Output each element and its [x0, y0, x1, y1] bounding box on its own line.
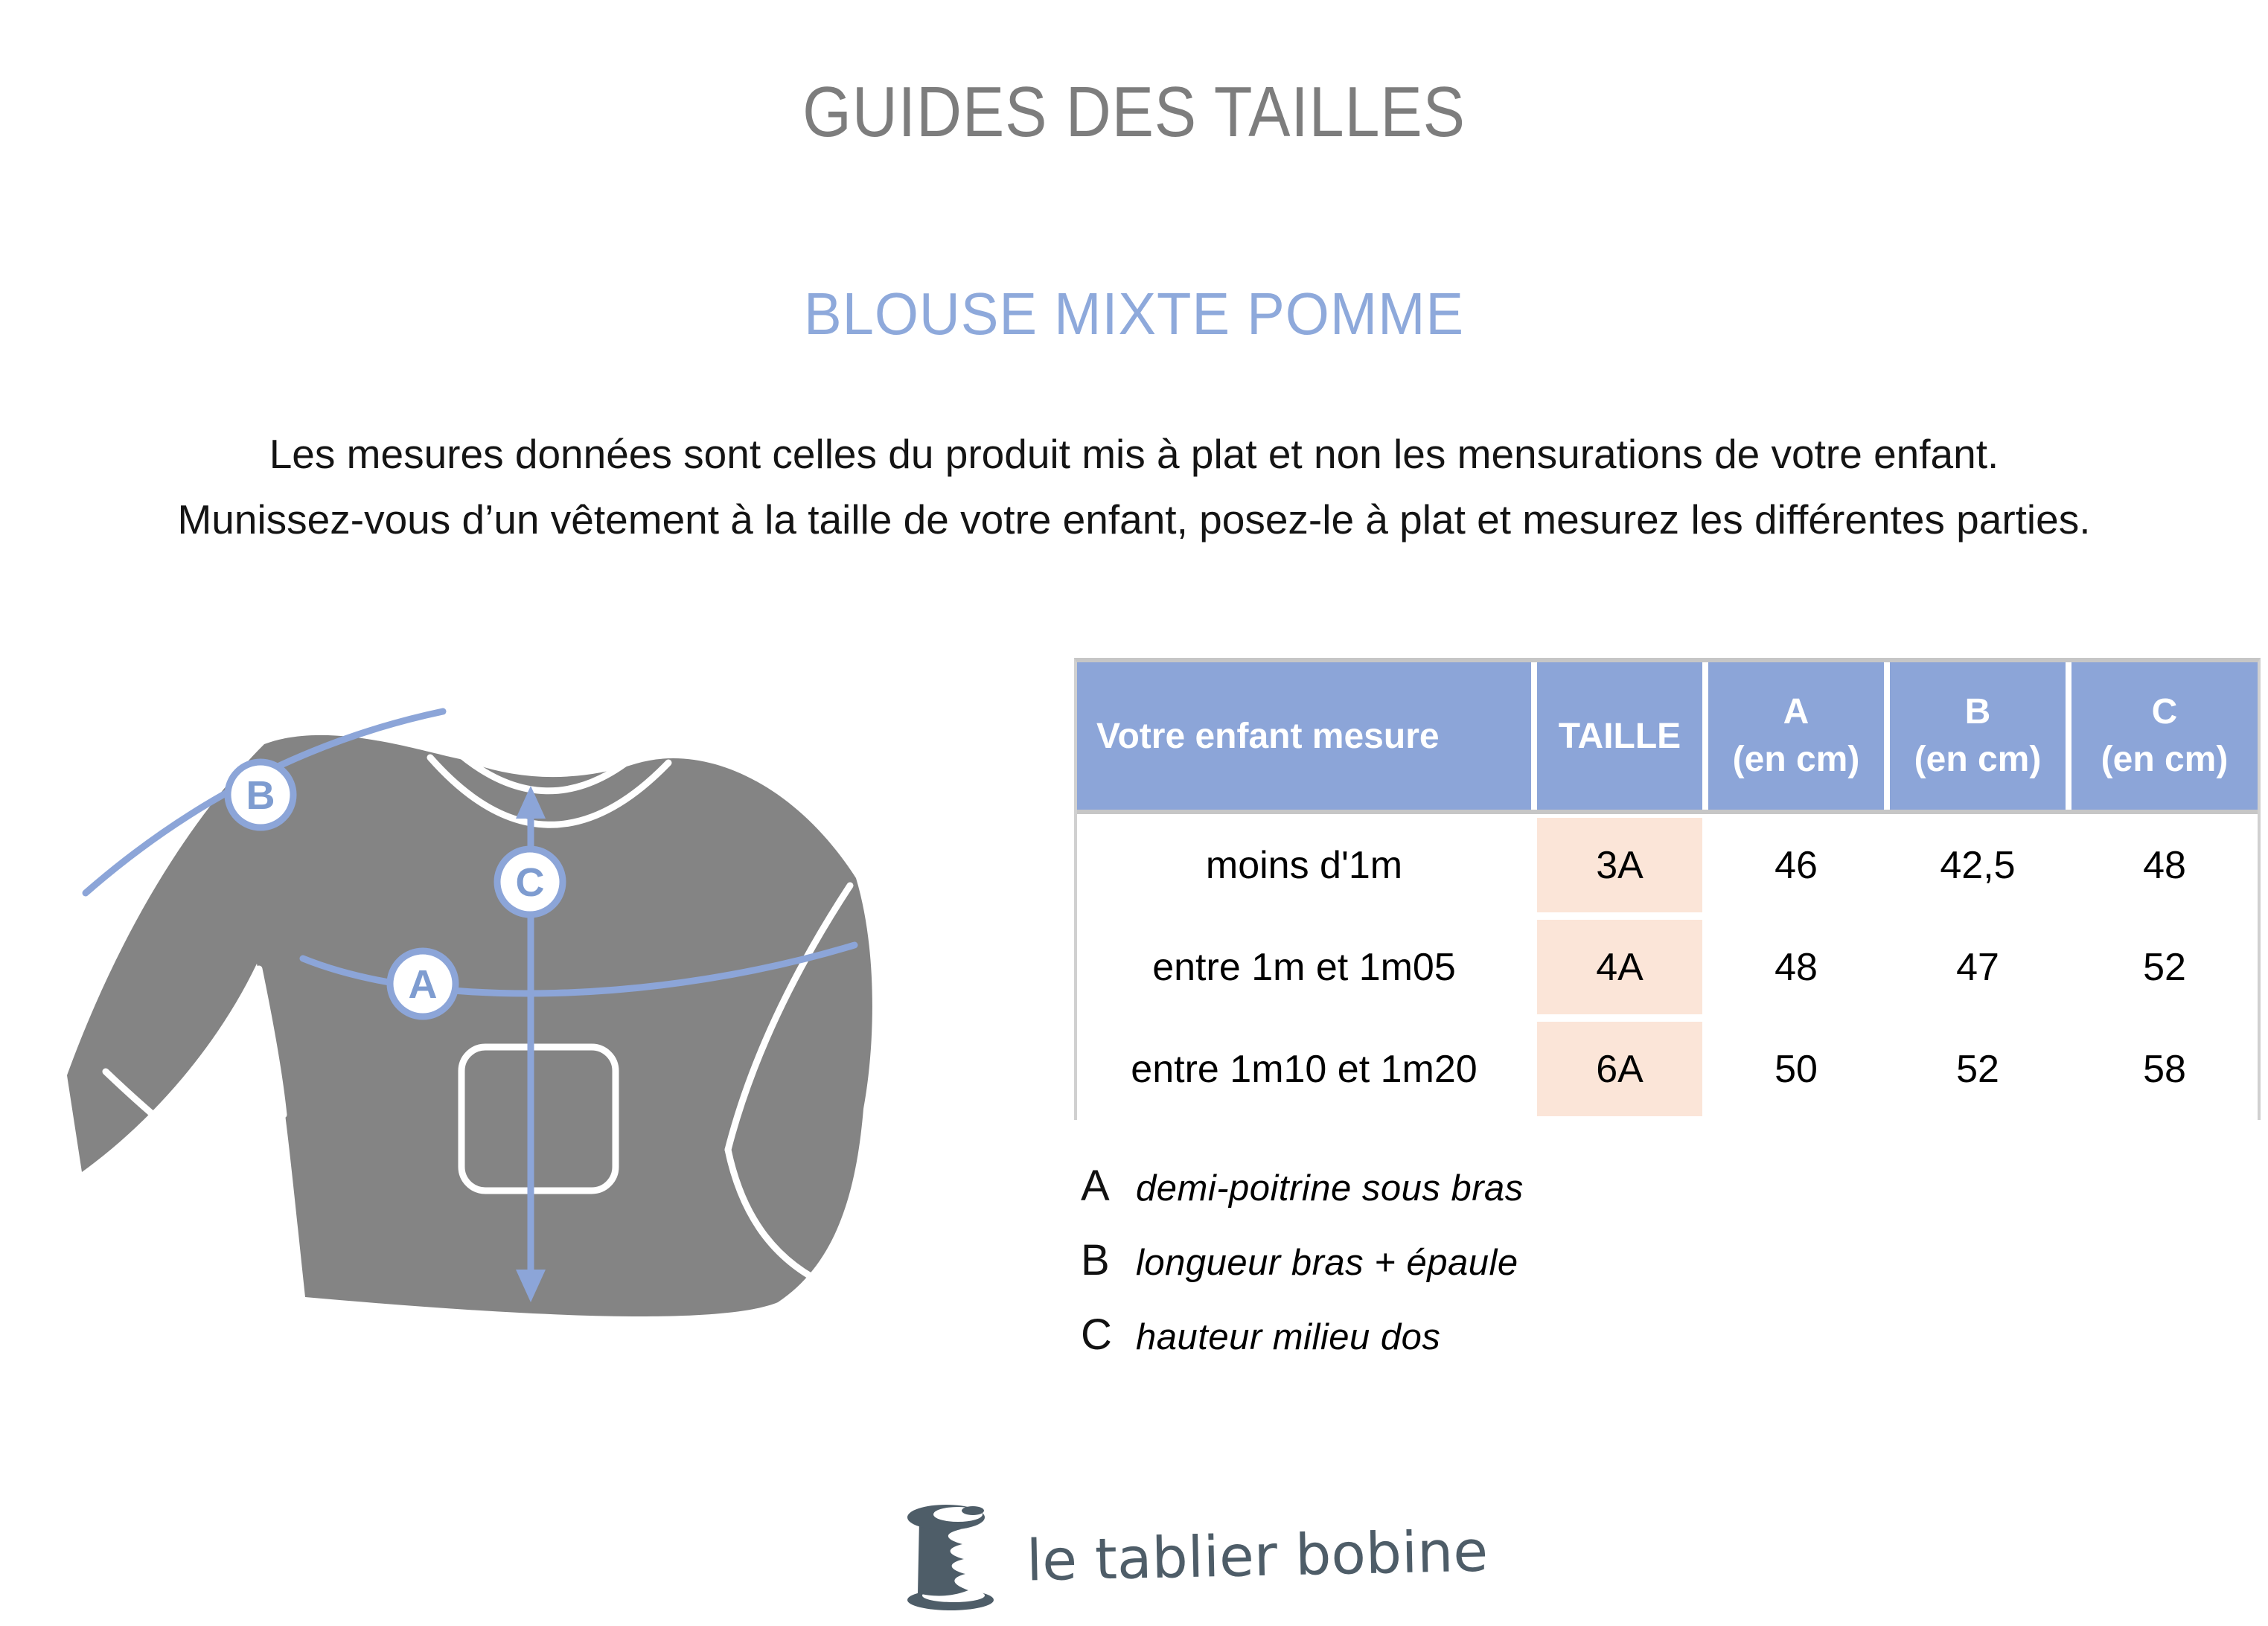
legend-label: longueur bras + épaule	[1136, 1243, 1518, 1283]
header-col-b	[1890, 662, 2066, 810]
header-taille: TAILLE	[1537, 662, 1702, 810]
table-row	[1077, 814, 2258, 916]
cell-taille: 3A	[1537, 814, 1702, 916]
product-subtitle: BLOUSE MIXTE POMME	[803, 281, 1465, 347]
cell-b: 52	[1956, 1047, 1999, 1091]
legend-item-b	[1081, 1235, 1524, 1310]
garment-silhouette	[67, 735, 872, 1316]
table-row	[1077, 916, 2258, 1018]
header-c-letter: C	[2151, 692, 2178, 732]
cell-mesure: entre 1m et 1m05	[1152, 945, 1456, 989]
cell-c: 48	[2143, 843, 2186, 887]
marker-letter-b: B	[246, 773, 275, 818]
legend-letter: C	[1081, 1310, 1112, 1359]
header-a-letter: A	[1783, 692, 1809, 732]
legend-letter: B	[1081, 1236, 1110, 1284]
header-col-c	[2071, 662, 2258, 810]
legend-label: demi-poitrine sous bras	[1136, 1168, 1524, 1209]
intro-text	[0, 421, 2268, 552]
header-col-a	[1708, 662, 1884, 810]
legend-letter: A	[1081, 1162, 1110, 1210]
cell-b: 42,5	[1940, 843, 2016, 887]
legend-label: hauteur milieu dos	[1136, 1317, 1441, 1357]
cell-taille: 6A	[1537, 1018, 1702, 1120]
cell-a: 46	[1775, 843, 1818, 887]
brand-name: le tablier bobine	[1026, 1517, 1489, 1593]
marker-letter-c: C	[515, 860, 545, 905]
legend-item-c	[1081, 1310, 1524, 1384]
intro-line-1: Les mesures données sont celles du produit mis à plat et non les mensurations de votre enfant.	[269, 431, 1999, 477]
cell-a: 50	[1775, 1047, 1818, 1091]
thread-spool-icon	[903, 1499, 1015, 1611]
header-child-height: Votre enfant mesure	[1077, 662, 1531, 810]
cell-mesure: entre 1m10 et 1m20	[1131, 1047, 1478, 1091]
cell-taille: 4A	[1537, 916, 1702, 1018]
measurement-legend	[1081, 1161, 1524, 1384]
brand-logo	[903, 1499, 1488, 1611]
garment-measurement-diagram	[45, 633, 953, 1384]
size-table-header	[1077, 662, 2258, 814]
cell-b: 47	[1956, 945, 1999, 989]
intro-line-2: Munissez-vous d’un vêtement à la taille de votre enfant, posez-le à plat et mesurez les différentes parties.	[177, 496, 2091, 542]
page-title: GUIDES DES TAILLES	[802, 72, 1466, 152]
cell-mesure: moins d'1m	[1205, 843, 1403, 887]
cell-c: 58	[2143, 1047, 2186, 1091]
header-b-letter: B	[1964, 692, 1991, 732]
size-table	[1074, 658, 2261, 1120]
table-row	[1077, 1018, 2258, 1120]
cell-a: 48	[1775, 945, 1818, 989]
cell-c: 52	[2143, 945, 2186, 989]
size-table-body	[1077, 814, 2258, 1120]
legend-item-a	[1081, 1161, 1524, 1235]
marker-letter-a: A	[408, 962, 438, 1007]
header-a-unit: (en cm)	[1732, 740, 1860, 779]
header-c-unit: (en cm)	[2101, 740, 2229, 779]
header-b-unit: (en cm)	[1914, 740, 2042, 779]
